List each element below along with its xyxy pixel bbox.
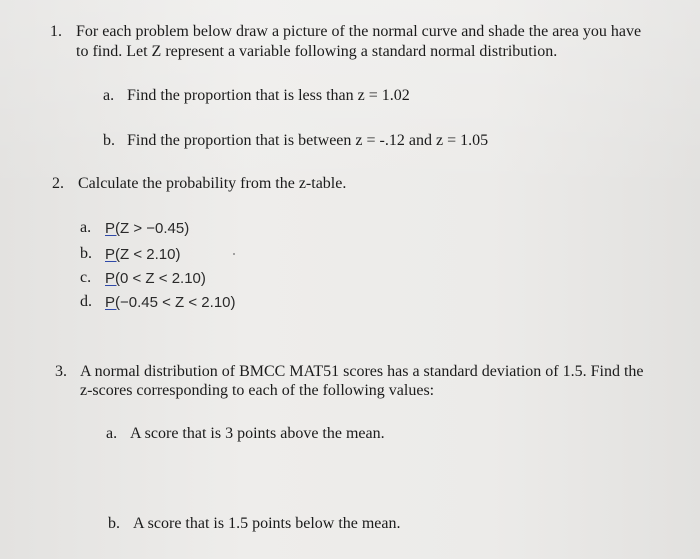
- problem-2d-label: d.: [80, 293, 92, 310]
- problem-2a-prefix: P(: [105, 220, 120, 237]
- problem-1-line-2: to find. Let Z represent a variable following a standard normal distribution.: [76, 43, 558, 60]
- problem-2-number: 2.: [52, 175, 64, 192]
- problem-1: [50, 22, 62, 42]
- problem-2b-prefix: P(: [105, 246, 120, 263]
- problem-3b-label: b.: [108, 515, 120, 532]
- problem-3-number: 3.: [55, 363, 67, 380]
- problem-2a-formula: [105, 219, 189, 239]
- problem-2c-rest: 0 < Z < 2.10): [120, 270, 206, 287]
- problem-1-number: 1.: [50, 23, 62, 40]
- problem-2-line-1: Calculate the probability from the z-table.: [78, 175, 347, 192]
- problem-2b-label: b.: [80, 245, 92, 262]
- problem-1a-text: Find the proportion that is less than z = 1.02: [127, 87, 410, 104]
- problem-2d-rest: −0.45 < Z < 2.10): [120, 294, 236, 311]
- problem-2c-label: c.: [80, 269, 92, 286]
- problem-3-line-2: z-scores corresponding to each of the following values:: [80, 382, 435, 399]
- problem-2b-formula: [105, 245, 180, 265]
- problem-2a-label: a.: [80, 219, 92, 236]
- problem-1a-label: a.: [103, 87, 115, 104]
- problem-2a-rest: Z > −0.45): [120, 220, 190, 237]
- problem-2c-formula: [105, 269, 206, 289]
- problem-3b-text: A score that is 1.5 points below the mean.: [133, 515, 401, 532]
- problem-2c-prefix: P(: [105, 270, 120, 287]
- problem-1b-text: Find the proportion that is between z = -.12 and z = 1.05: [127, 132, 489, 149]
- problem-3a-label: a.: [106, 425, 118, 442]
- problem-2b-rest: Z < 2.10): [120, 246, 181, 263]
- problem-1b-label: b.: [103, 132, 115, 149]
- problem-2d-prefix: P(: [105, 294, 120, 311]
- stray-pen-mark: [233, 253, 235, 255]
- problem-2d-formula: [105, 293, 236, 313]
- problem-1-line-1: For each problem below draw a picture of the normal curve and shade the area you have: [76, 23, 642, 40]
- problem-3a-text: A score that is 3 points above the mean.: [130, 425, 385, 442]
- problem-3-line-1: A normal distribution of BMCC MAT51 scores has a standard deviation of 1.5. Find the: [80, 363, 644, 380]
